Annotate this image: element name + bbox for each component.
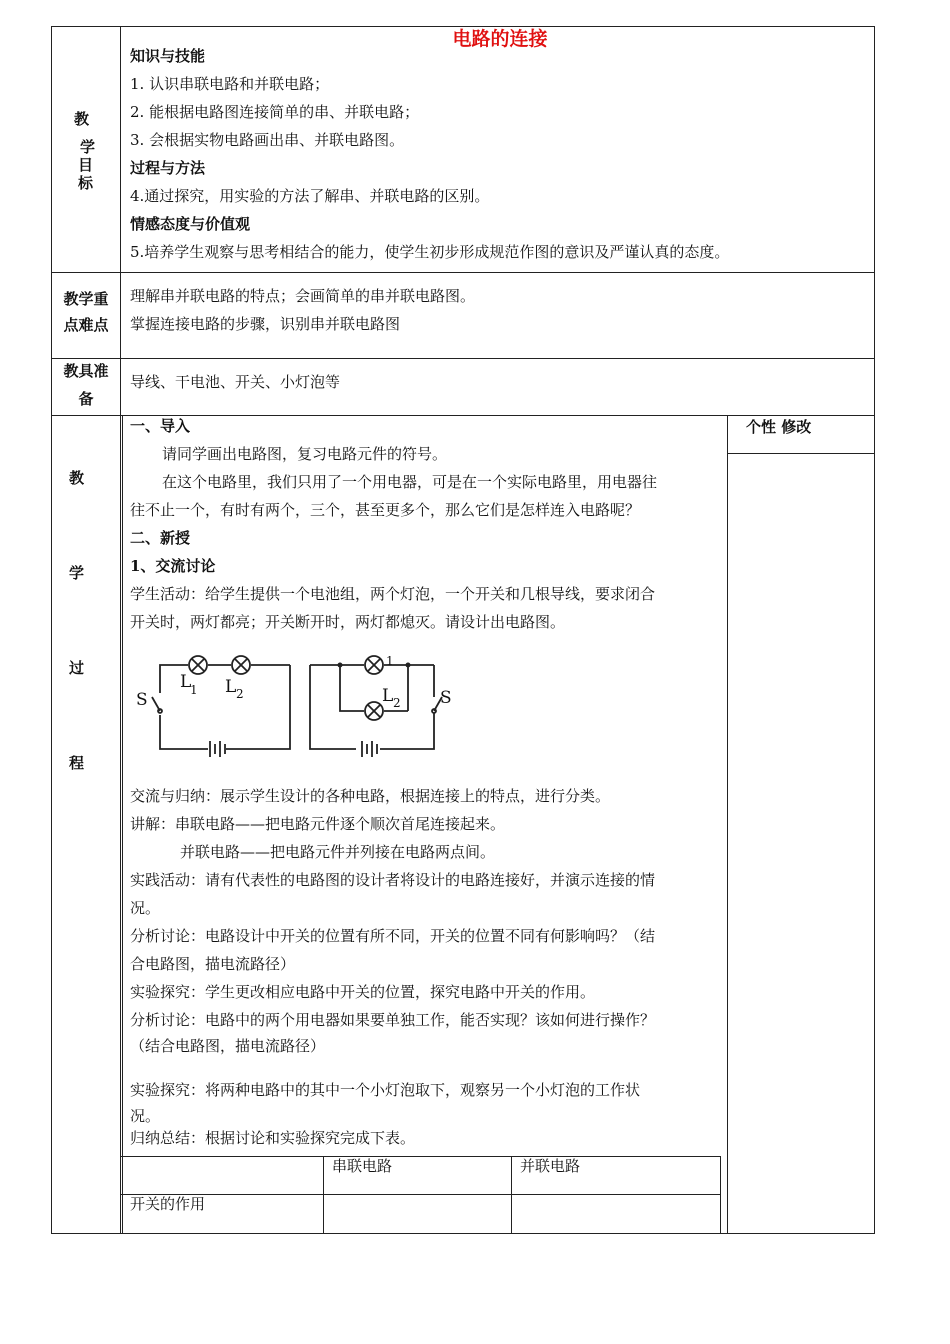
- circuit-label-lamp2-parallel: L: [382, 686, 394, 706]
- tools-text: 导线、干电池、开关、小灯泡等: [130, 373, 341, 391]
- side-column-header: 个性 修改: [746, 418, 812, 436]
- objective-item: 2. 能根据电路图连接简单的串、并联电路；: [130, 103, 420, 121]
- summary-table-top: [120, 1156, 720, 1157]
- objective-item: 5.培养学生观察与思考相结合的能力，使学生初步形成规范作图的意识及严谨认真的态度。: [130, 243, 730, 261]
- process-label-1: 教: [69, 469, 85, 487]
- summary-table-col-divider: [511, 1156, 512, 1233]
- paragraph: 学生活动：给学生提供一个电池组，两个灯泡，一个开关和几根导线，要求闭合: [130, 585, 656, 603]
- summary-table-header: 并联电路: [520, 1157, 581, 1175]
- paragraph: 实验探究：学生更改相应电路中开关的位置，探究电路中开关的作用。: [130, 983, 596, 1001]
- circuit-label-lamp2: L: [225, 677, 237, 697]
- keypoint-line: 理解串并联电路的特点；会画简单的串并联电路图。: [130, 287, 476, 305]
- objectives-label-2: 学: [80, 138, 96, 156]
- paragraph: 况。: [130, 899, 161, 917]
- circuit-label-switch-parallel: S: [440, 688, 452, 708]
- summary-table-row-divider: [120, 1194, 720, 1195]
- paragraph: 分析讨论：电路中的两个用电器如果要单独工作，能否实现？该如何进行操作？: [130, 1011, 656, 1029]
- paragraph: 开关时，两灯都亮；开关断开时，两灯都熄灭。请设计出电路图。: [130, 613, 566, 631]
- circuit-label-lamp2-sub: 2: [236, 687, 244, 701]
- paragraph: 实验探究：将两种电路中的其中一个小灯泡取下，观察另一个小灯泡的工作状: [130, 1081, 641, 1099]
- summary-table-right: [720, 1156, 721, 1233]
- table-border-right: [874, 26, 875, 1234]
- paragraph: 分析讨论：电路设计中开关的位置有所不同，开关的位置不同有何影响吗？（结: [130, 927, 656, 945]
- paragraph: 请同学画出电路图，复习电路元件的符号。: [162, 445, 448, 463]
- objective-item: 1. 认识串联电路和并联电路；: [130, 75, 330, 93]
- summary-table-col-divider: [323, 1156, 324, 1233]
- circuit-diagrams: [128, 645, 468, 765]
- table-border-left: [51, 26, 52, 1234]
- process-label-4: 程: [69, 754, 85, 772]
- tools-label: 备: [78, 390, 94, 408]
- paragraph: （结合电路图，描电流路径）: [130, 1037, 326, 1055]
- paragraph: 讲解：串联电路——把电路元件逐个顺次首尾连接起来。: [130, 815, 506, 833]
- objectives-label-1: 教: [74, 110, 90, 128]
- paragraph: 在这个电路里，我们只用了一个用电器，可是在一个实际电路里，用电器往: [162, 473, 658, 491]
- paragraph: 交流与归纳：展示学生设计的各种电路，根据连接上的特点，进行分类。: [130, 787, 611, 805]
- row-divider: [51, 272, 874, 273]
- circuit-label-lamp1-parallel: 1: [386, 654, 394, 668]
- objectives-heading-process: 过程与方法: [130, 159, 206, 177]
- section-heading: 一、导入: [130, 417, 191, 435]
- objective-item: 3. 会根据实物电路画出串、并联电路图。: [130, 131, 405, 149]
- objectives-heading-attitude: 情感态度与价值观: [130, 215, 251, 233]
- paragraph: 况。: [130, 1107, 161, 1125]
- objectives-label-4: 标: [78, 174, 94, 192]
- keypoints-label: 教学重: [63, 290, 109, 308]
- table-border-top: [51, 26, 874, 27]
- process-label-3: 过: [69, 659, 85, 677]
- objectives-heading-knowledge: 知识与技能: [130, 47, 206, 65]
- tools-label: 教具准: [63, 362, 109, 380]
- paragraph: 往不止一个，有时有两个，三个，甚至更多个，那么它们是怎样连入电路呢？: [130, 501, 641, 519]
- table-border-bottom: [51, 1233, 874, 1234]
- summary-table-header: 串联电路: [332, 1157, 393, 1175]
- label-column-divider: [120, 26, 121, 1234]
- objective-item: 4.通过探究，用实验的方法了解串、并联电路的区别。: [130, 187, 490, 205]
- side-header-divider: [727, 453, 874, 454]
- page-title: 电路的连接: [452, 28, 548, 50]
- objectives-label-3: 目: [78, 156, 94, 174]
- circuit-label-lamp1-sub: 1: [190, 683, 198, 697]
- keypoints-label: 点难点: [63, 316, 109, 334]
- section-heading: 二、新授: [130, 529, 191, 547]
- summary-table-cell: 开关的作用: [130, 1195, 206, 1213]
- process-label-2: 学: [69, 564, 85, 582]
- circuit-label-switch: S: [136, 690, 148, 710]
- circuit-label-lamp2-parallel-sub: 2: [393, 696, 401, 710]
- circuit-label-lamp1: L: [180, 672, 192, 692]
- label-column-divider-inner: [122, 415, 123, 1234]
- paragraph: 合电路图，描电流路径）: [130, 955, 296, 973]
- row-divider: [51, 358, 874, 359]
- paragraph: 归纳总结：根据讨论和实验探究完成下表。: [130, 1129, 416, 1147]
- side-column-divider: [727, 415, 728, 1234]
- paragraph: 实践活动：请有代表性的电路图的设计者将设计的电路连接好，并演示连接的情: [130, 871, 656, 889]
- keypoint-line: 掌握连接电路的步骤，识别串并联电路图: [130, 315, 401, 333]
- paragraph: 并联电路——把电路元件并列接在电路两点间。: [180, 843, 496, 861]
- section-heading: 1、交流讨论: [130, 557, 216, 575]
